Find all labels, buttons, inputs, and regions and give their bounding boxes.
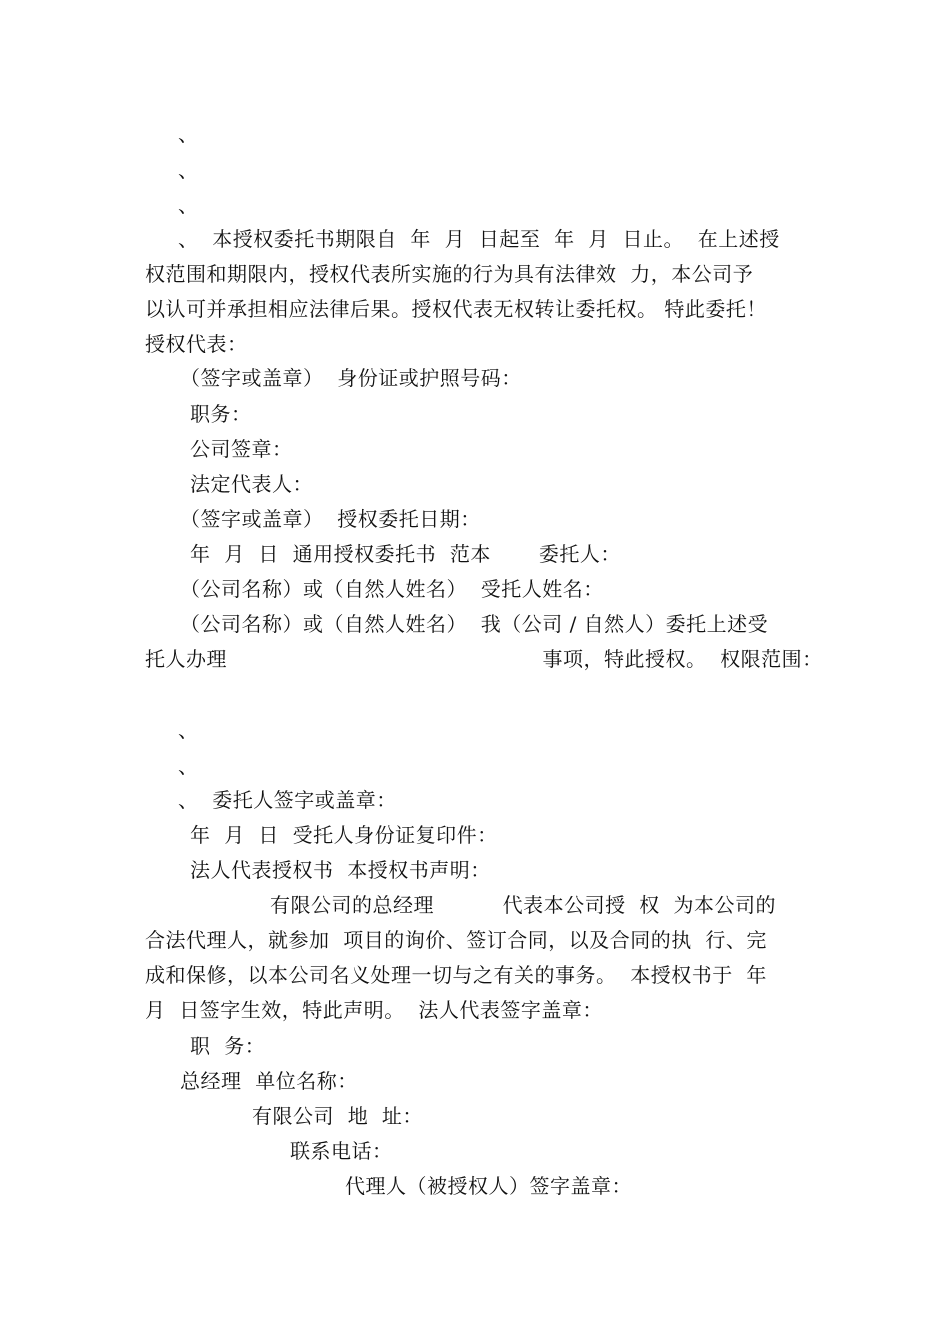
text-line: 、: [178, 122, 199, 146]
text-line: 职 务：: [190, 1034, 266, 1058]
text-line: 联系电话：: [290, 1139, 393, 1163]
text-line: 、 本授权委托书期限自 年 月 日起至 年 月 日止。 在上述授: [178, 227, 780, 251]
text-line: 有限公司的总经理 代表本公司授 权 为本公司的: [270, 893, 777, 917]
text-line: 托人办理 事项，特此授权。 权限范围：: [145, 647, 823, 671]
text-line: 授权代表：: [145, 332, 248, 356]
text-line: 年 月 日 通用授权委托书 范本 委托人：: [190, 542, 621, 566]
text-line: 年 月 日 受托人身份证复印件：: [190, 823, 498, 847]
text-line: 以认可并承担相应法律后果。授权代表无权转让委托权。 特此委托！: [145, 297, 767, 321]
text-line: 权范围和期限内，授权代表所实施的行为具有法律效 力，本公司予: [145, 262, 754, 286]
text-line: 合法代理人，就参加 项目的询价、签订合同，以及合同的执 行、完: [145, 928, 767, 952]
text-line: （公司名称）或（自然人姓名） 受托人姓名：: [180, 577, 604, 601]
text-line: （公司名称）或（自然人姓名） 我（公司 / 自然人）委托上述受: [180, 612, 769, 636]
text-line: 代理人（被授权人）签字盖章：: [345, 1174, 632, 1198]
text-line: 有限公司 地 址：: [252, 1104, 423, 1128]
text-line: 法人代表授权书 本授权书声明：: [190, 858, 491, 882]
text-line: 法定代表人：: [190, 472, 313, 496]
text-line: 成和保修，以本公司名义处理一切与之有关的事务。 本授权书于 年: [145, 963, 767, 987]
text-line: 、: [178, 193, 199, 217]
text-line: 、: [178, 718, 199, 742]
text-line: 、: [178, 754, 199, 778]
text-line: 总经理 单位名称：: [180, 1069, 358, 1093]
text-line: 月 日签字生效，特此声明。 法人代表签字盖章：: [145, 998, 603, 1022]
text-line: 职务：: [190, 402, 252, 426]
text-line: 、 委托人签字或盖章：: [178, 788, 397, 812]
text-line: （签字或盖章） 授权委托日期：: [180, 507, 481, 531]
text-line: 公司签章：: [190, 437, 293, 461]
text-line: （签字或盖章） 身份证或护照号码：: [180, 366, 522, 390]
text-line: 、: [178, 158, 199, 182]
